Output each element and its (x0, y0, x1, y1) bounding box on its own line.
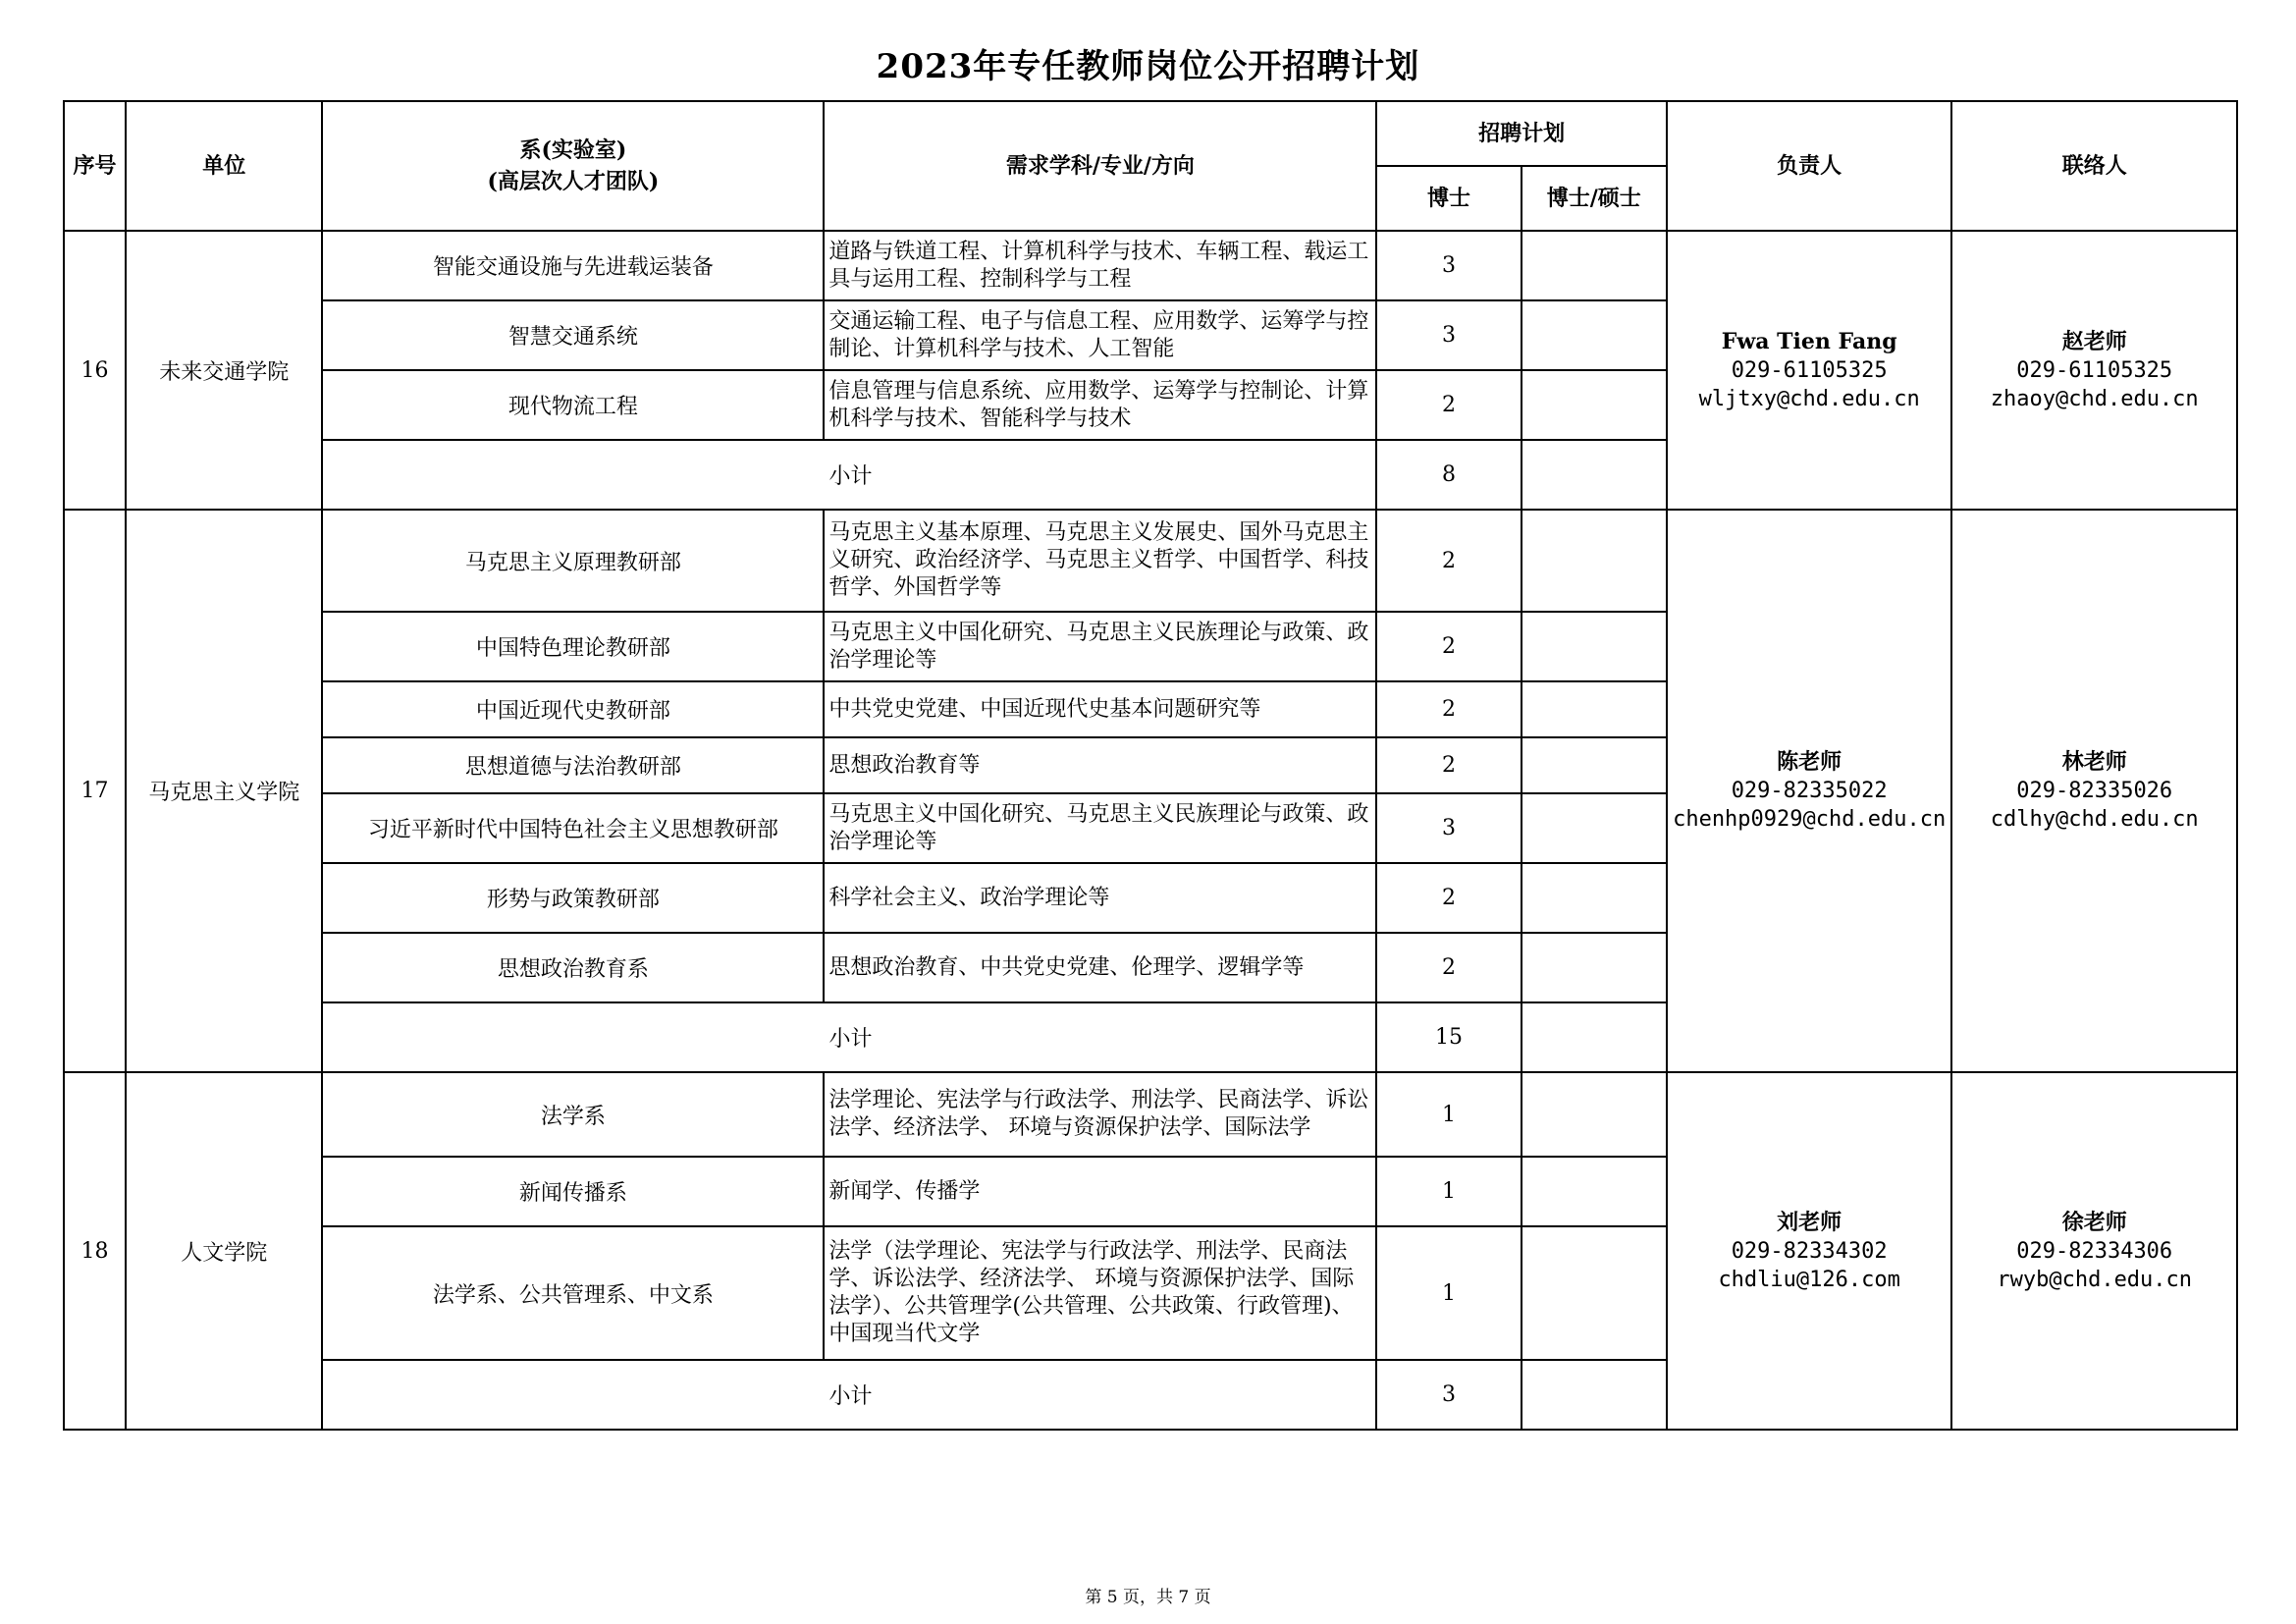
contact-info (1951, 1072, 2237, 1430)
recruitment-table (63, 100, 2238, 1431)
contact-name: 林老师 (2061, 749, 2127, 775)
page-title: 2023年专任教师岗位公开招聘计划 (876, 47, 1420, 86)
leader-phone: 029-61105325 (1731, 357, 1888, 383)
leader-email: chenhp0929@chd.edu.cn (1673, 807, 1947, 832)
discipline-cell: 交通运输工程、电子与信息工程、应用数学、运筹学与控制论、计算机科学与技术、人工智能 (824, 300, 1376, 370)
dept-cell: 思想道德与法治教研部 (322, 737, 824, 793)
subtotal-phd-master (1522, 1360, 1667, 1430)
subtotal-label: 小计 (322, 440, 1376, 510)
discipline-cell: 中共党史党建、中国近现代史基本问题研究等 (824, 681, 1376, 737)
phd-master-count (1522, 737, 1667, 793)
header-leader: 负责人 (1667, 101, 1952, 231)
table-row (64, 1072, 2237, 1157)
unit-index: 18 (64, 1072, 126, 1430)
phd-count: 3 (1376, 300, 1521, 370)
phd-master-count (1522, 612, 1667, 681)
page-footer: 第 5 页，共 7 页 (1085, 1588, 1211, 1607)
phd-master-count (1522, 1157, 1667, 1226)
dept-cell: 思想政治教育系 (322, 933, 824, 1002)
discipline-cell: 马克思主义中国化研究、马克思主义民族理论与政策、政治学理论等 (824, 612, 1376, 681)
header-unit: 单位 (126, 101, 322, 231)
dept-cell: 马克思主义原理教研部 (322, 510, 824, 612)
discipline-cell: 科学社会主义、政治学理论等 (824, 863, 1376, 933)
discipline-cell: 新闻学、传播学 (824, 1157, 1376, 1226)
leader-info (1667, 510, 1952, 1072)
contact-email: zhaoy@chd.edu.cn (1990, 386, 2199, 411)
header-discipline: 需求学科/专业/方向 (824, 101, 1376, 231)
phd-master-count (1522, 681, 1667, 737)
contact-email: cdlhy@chd.edu.cn (1990, 807, 2199, 832)
subtotal-value: 3 (1376, 1360, 1521, 1430)
leader-email: chdliu@126.com (1718, 1267, 1900, 1292)
contact-phone: 029-61105325 (2016, 357, 2173, 383)
discipline-cell: 思想政治教育等 (824, 737, 1376, 793)
subtotal-phd-master (1522, 1002, 1667, 1072)
unit-name: 马克思主义学院 (126, 510, 322, 1072)
leader-name: 陈老师 (1777, 749, 1842, 775)
phd-master-count (1522, 300, 1667, 370)
phd-count: 1 (1376, 1226, 1521, 1360)
discipline-cell: 信息管理与信息系统、应用数学、运筹学与控制论、计算机科学与技术、智能科学与技术 (824, 370, 1376, 440)
header-index: 序号 (64, 101, 126, 231)
discipline-cell: 法学理论、宪法学与行政法学、刑法学、民商法学、诉讼法学、经济法学、 环境与资源保护法学、国际法学 (824, 1072, 1376, 1157)
header-dept (322, 101, 824, 231)
phd-count: 1 (1376, 1072, 1521, 1157)
contact-info (1951, 510, 2237, 1072)
phd-count: 3 (1376, 793, 1521, 863)
header-dept-line2: (高层次人才团队) (487, 169, 660, 194)
subtotal-value: 15 (1376, 1002, 1521, 1072)
phd-count: 1 (1376, 1157, 1521, 1226)
phd-count: 2 (1376, 510, 1521, 612)
phd-count: 3 (1376, 231, 1521, 300)
contact-phone: 029-82334306 (2016, 1238, 2173, 1264)
header-contact: 联络人 (1951, 101, 2237, 231)
unit-index: 17 (64, 510, 126, 1072)
contact-name: 赵老师 (2061, 328, 2127, 354)
header-dept-line1: 系(实验室) (519, 137, 627, 163)
phd-count: 2 (1376, 681, 1521, 737)
dept-cell: 中国特色理论教研部 (322, 612, 824, 681)
dept-cell: 智能交通设施与先进载运装备 (322, 231, 824, 300)
contact-info (1951, 231, 2237, 510)
discipline-cell: 道路与铁道工程、计算机科学与技术、车辆工程、载运工具与运用工程、控制科学与工程 (824, 231, 1376, 300)
dept-cell: 法学系、公共管理系、中文系 (322, 1226, 824, 1360)
contact-phone: 029-82335026 (2016, 779, 2173, 803)
leader-info (1667, 231, 1952, 510)
phd-master-count (1522, 370, 1667, 440)
dept-cell: 现代物流工程 (322, 370, 824, 440)
phd-count: 2 (1376, 737, 1521, 793)
leader-phone: 029-82335022 (1731, 779, 1888, 803)
discipline-cell: 马克思主义中国化研究、马克思主义民族理论与政策、政治学理论等 (824, 793, 1376, 863)
phd-master-count (1522, 231, 1667, 300)
phd-master-count (1522, 1226, 1667, 1360)
discipline-cell: 马克思主义基本原理、马克思主义发展史、国外马克思主义研究、政治经济学、马克思主义哲学、中国哲学、科技哲学、外国哲学等 (824, 510, 1376, 612)
leader-phone: 029-82334302 (1731, 1238, 1888, 1264)
discipline-cell: 法学（法学理论、宪法学与行政法学、刑法学、民商法学、诉讼法学、经济法学、 环境与资源保护法学、国际法学）、公共管理学(公共管理、公共政策、行政管理)、中国现当代文学 (824, 1226, 1376, 1360)
subtotal-phd-master (1522, 440, 1667, 510)
discipline-cell: 思想政治教育、中共党史党建、伦理学、逻辑学等 (824, 933, 1376, 1002)
leader-info (1667, 1072, 1952, 1430)
dept-cell: 中国近现代史教研部 (322, 681, 824, 737)
dept-cell: 习近平新时代中国特色社会主义思想教研部 (322, 793, 824, 863)
phd-master-count (1522, 510, 1667, 612)
contact-name: 徐老师 (2061, 1209, 2127, 1235)
dept-cell: 新闻传播系 (322, 1157, 824, 1226)
phd-count: 2 (1376, 933, 1521, 1002)
contact-email: rwyb@chd.edu.cn (1997, 1267, 2193, 1292)
leader-name: Fwa Tien Fang (1721, 328, 1897, 354)
header-plan: 招聘计划 (1376, 101, 1667, 166)
header-phd-master: 博士/硕士 (1522, 166, 1667, 231)
unit-name: 未来交通学院 (126, 231, 322, 510)
leader-name: 刘老师 (1777, 1209, 1842, 1235)
table-row (64, 231, 2237, 300)
leader-email: wljtxy@chd.edu.cn (1698, 386, 1920, 411)
table-row (64, 510, 2237, 612)
subtotal-label: 小计 (322, 1002, 1376, 1072)
phd-master-count (1522, 1072, 1667, 1157)
phd-count: 2 (1376, 370, 1521, 440)
unit-name: 人文学院 (126, 1072, 322, 1430)
dept-cell: 形势与政策教研部 (322, 863, 824, 933)
unit-index: 16 (64, 231, 126, 510)
subtotal-label: 小计 (322, 1360, 1376, 1430)
phd-master-count (1522, 793, 1667, 863)
phd-count: 2 (1376, 863, 1521, 933)
phd-master-count (1522, 933, 1667, 1002)
dept-cell: 法学系 (322, 1072, 824, 1157)
header-phd: 博士 (1376, 166, 1521, 231)
dept-cell: 智慧交通系统 (322, 300, 824, 370)
subtotal-value: 8 (1376, 440, 1521, 510)
phd-master-count (1522, 863, 1667, 933)
phd-count: 2 (1376, 612, 1521, 681)
